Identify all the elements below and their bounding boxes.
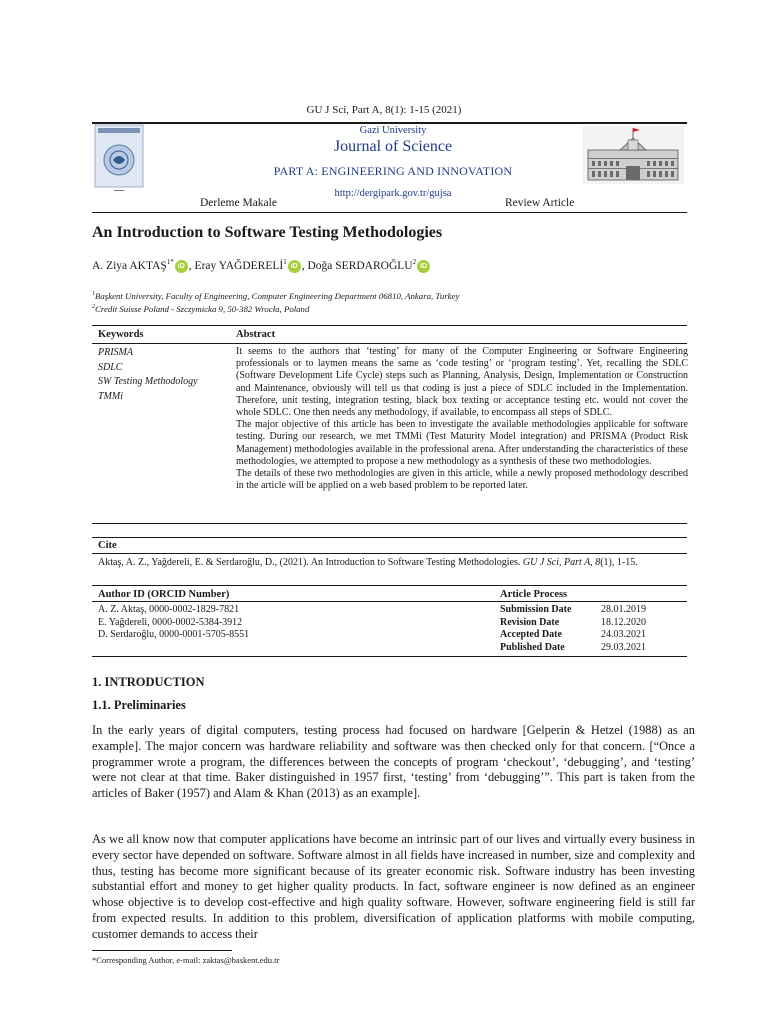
journal-name: Journal of Science <box>333 138 453 155</box>
journal-header <box>200 124 586 200</box>
process-label: Submission Date <box>500 604 572 615</box>
abstract-box-top-rule <box>92 325 687 326</box>
author-name: A. Ziya AKTAŞ <box>92 259 167 272</box>
cite-header-rule <box>92 553 687 554</box>
author-id-top-rule <box>92 585 687 586</box>
author-id-item: E. Yağdereli, 0000-0002-5384-3912 <box>98 616 243 628</box>
footnote-rule <box>92 950 232 951</box>
journal-reference: GU J Sci, Part A, 8(1): 1-15 (2021) <box>306 104 462 116</box>
section-heading: 1. INTRODUCTION <box>92 675 205 689</box>
process-row <box>500 629 646 642</box>
body-paragraph: As we all know now that computer applications have become an intrinsic part of our lives and virtually every business in every sector have depended on software. Software almost in all fields have increased in number, size and complexity and thus, testing has become more significant because of its greater economic risk. Software industry has been investing substantial effort and money to get higher quality products. In fact, software engineer is now defined as an engineer whose objective is to develop cost-effective and high quality software. However, software engineering field is still far from expected results. In addition to this problem, diversification of application platforms with mobile computing, customer demands to access their <box>92 832 695 941</box>
keyword-item: SW Testing Methodology <box>98 376 198 387</box>
journal-logo-icon <box>94 124 144 194</box>
author-superscript: 2 <box>412 258 417 266</box>
process-date: 28.01.2019 <box>601 604 646 615</box>
process-date: 18.12.2020 <box>601 616 646 628</box>
citation-text <box>98 556 688 569</box>
abstract-box-header-rule <box>92 343 687 344</box>
author-separator: , <box>188 259 192 272</box>
author-list <box>92 258 431 273</box>
keyword-item: PRISMA <box>98 347 133 358</box>
affiliation-text: Başkent University, Faculty of Engineering, Computer Engineering Department 06810, Ankara, Turkey <box>95 290 460 301</box>
process-label: Accepted Date <box>500 629 562 640</box>
affiliations <box>92 289 459 315</box>
article-process-list <box>500 604 646 654</box>
author-name: Eray YAĞDERELİ <box>194 259 284 272</box>
process-date: 24.03.2021 <box>601 629 646 640</box>
author-id-bottom-rule <box>92 656 687 657</box>
keywords-heading: Keywords <box>98 329 144 340</box>
affiliation-item <box>92 302 459 315</box>
keyword-item: SDLC <box>98 361 123 373</box>
affiliation-item <box>92 289 459 302</box>
author-id-list <box>98 604 249 642</box>
author-superscript: 1 <box>283 258 287 266</box>
orcid-icon[interactable]: iD <box>417 260 430 273</box>
journal-url[interactable]: http://dergipark.gov.tr/gujsa <box>334 188 452 199</box>
abstract-paragraph: It seems to the authors that ‘testing’ for many of the Computer Engineering or Software Engineering professionals or to laymen means the same as ‘code testing’ or ‘program testing’. Yet, recalling the SDLC (Software Development Life Cycle) steps such as Planning, Analysis, Design, Implementation or Construction and Maintenance, obviously will tell us that coding is just a piece of SDLC included in the Implementation. Therefore, unit testing, integration testing, black box texting or acceptance testing etc. would not cover the whole SDLC. One then needs any methodology, if available, to encompass all steps of SDLC. <box>236 346 688 419</box>
citation-pages: (1), 1-15. <box>600 557 638 568</box>
citation-journal: GU J Sci, Part A, 8 <box>522 557 601 568</box>
process-row <box>500 642 646 655</box>
cite-heading: Cite <box>98 540 117 551</box>
cite-top-rule <box>92 537 687 538</box>
citation-body: Aktaş, A. Z., Yağdereli, E. & Serdaroğlu, D., (2021). An Introduction to Software Testing Methodologies. <box>98 557 523 568</box>
process-label: Revision Date <box>500 616 560 628</box>
author-name: Doğa SERDAROĞLU <box>307 259 413 272</box>
author-superscript: 1* <box>166 258 174 266</box>
affiliation-superscript: 2 <box>92 303 95 310</box>
footnote: *Corresponding Author, e-mail: zaktas@baskent.edu.tr <box>92 955 280 965</box>
keyword-item: TMMi <box>98 390 123 402</box>
affiliation-superscript: 1 <box>92 291 95 297</box>
university-building-icon <box>582 126 684 184</box>
orcid-icon[interactable]: iD <box>288 260 301 273</box>
journal-part: PART A: ENGINEERING AND INNOVATION <box>273 164 513 178</box>
abstract-text <box>236 346 688 492</box>
orcid-icon[interactable]: iD <box>175 260 188 273</box>
abstract-paragraph: The major objective of this article has been to investigate the available methodologies applicable for software testing. During our research, we met TMMi (Test Maturity Model integration) and PRISMA (Product Risk Management) methodologies available in the professional arena. After understanding the characteristics of these methodologies, we attempted to propose a new methodology as a synthesis of these two methodologies. <box>236 419 688 467</box>
university-name: Gazi University <box>359 125 427 136</box>
keywords-list <box>98 346 198 404</box>
author-separator: , <box>301 259 305 272</box>
body-paragraph: In the early years of digital computers, testing process had focused on hardware [Gelperin & Hetzel (1988) as an example]. The major concern was hardware reliability and software was then checked only for that concern. [“Once a programmer wrote a program, the differences between the concepts of program ‘checkout’, ‘debugging’, and ‘testing’ were not clear at that time. Baker distinguished in 1957 first, ‘testing’ from ‘debugging’”. This part is taken from the articles of Baker (1957) and Alam & Khan (2013) as an example]. <box>92 723 695 801</box>
process-label: Published Date <box>500 641 565 653</box>
process-row <box>500 617 646 630</box>
subsection-heading: 1.1. Preliminaries <box>92 698 186 712</box>
process-date: 29.03.2021 <box>601 641 646 653</box>
author-id-item: D. Serdaroğlu, 0000-0001-5705-8551 <box>98 629 250 640</box>
abstract-heading: Abstract <box>236 329 276 340</box>
abstract-paragraph: The details of these two methodologies are given in this article, while a newly proposed methodology described in the article will be applied on a web based problem to be reported later. <box>236 468 688 492</box>
header-bottom-rule <box>92 212 687 213</box>
process-row <box>500 604 646 617</box>
author-id-item: A. Z. Aktaş, 0000-0002-1829-7821 <box>98 604 240 615</box>
article-type-tr: Derleme Makale <box>200 197 277 209</box>
author-id-heading: Author ID (ORCID Number) <box>98 589 230 600</box>
author-id-header-rule <box>92 601 687 602</box>
affiliation-text: Credit Suisse Poland - Szczymicka 9, 50-382 Wrocła, Poland <box>95 303 310 314</box>
article-type-en: Review Article <box>505 197 575 209</box>
paper-title: An Introduction to Software Testing Methodologies <box>92 224 443 241</box>
abstract-box-bottom-rule <box>92 523 687 524</box>
article-process-heading: Article Process <box>500 589 568 600</box>
